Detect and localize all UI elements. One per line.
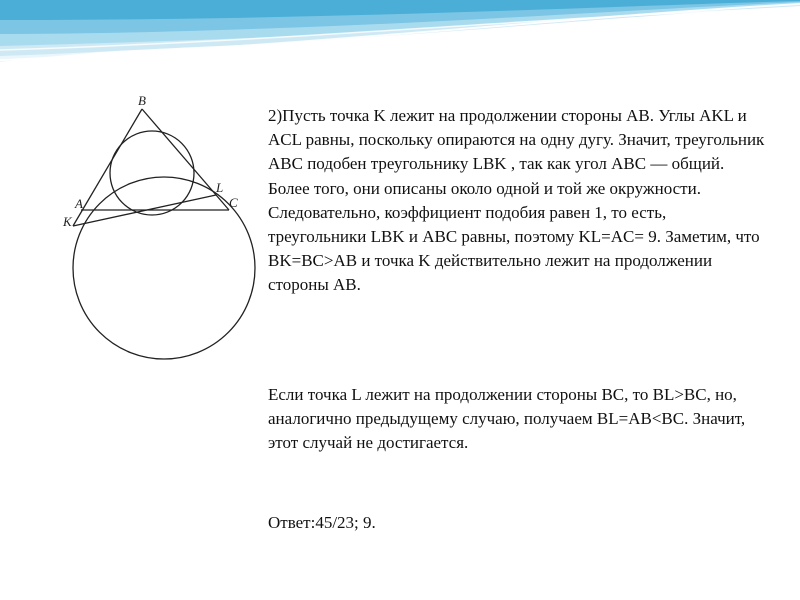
side-ab-extended xyxy=(73,109,142,226)
header-waves-decoration xyxy=(0,0,800,100)
geometry-figure xyxy=(55,90,265,365)
large-circumcircle xyxy=(73,177,255,359)
label-l: L xyxy=(216,180,224,195)
label-b: B xyxy=(138,93,146,108)
label-c: C xyxy=(229,195,238,210)
label-a: A xyxy=(75,196,83,211)
answer-text: Ответ:45/23; 9. xyxy=(268,513,376,532)
solution-paragraph-1: 2)Пусть точка K лежит на продолжении стороны AB. Углы AKL и ACL равны, поскольку опираются на одну дугу. Значит, треугольник ABC подобен треугольнику LBK , так как угол ABC — общий. Более того, они описаны около одной и той же окружности. Следовательно, коэффициент подобия равен 1, то есть, треугольники LBK и ABC равны, поэтому KL=AC= 9. Заметим, что BK=BC>AB и точка K действительно лежит на продолжении стороны AB. xyxy=(268,106,765,295)
label-k: K xyxy=(63,214,72,229)
solution-paragraph-2: Если точка L лежит на продолжении стороны BC, то BL>BC, но, аналогично предыдущему случаю, получаем BL=AB<BC. Значит, этот случай не достигается. xyxy=(268,385,746,453)
